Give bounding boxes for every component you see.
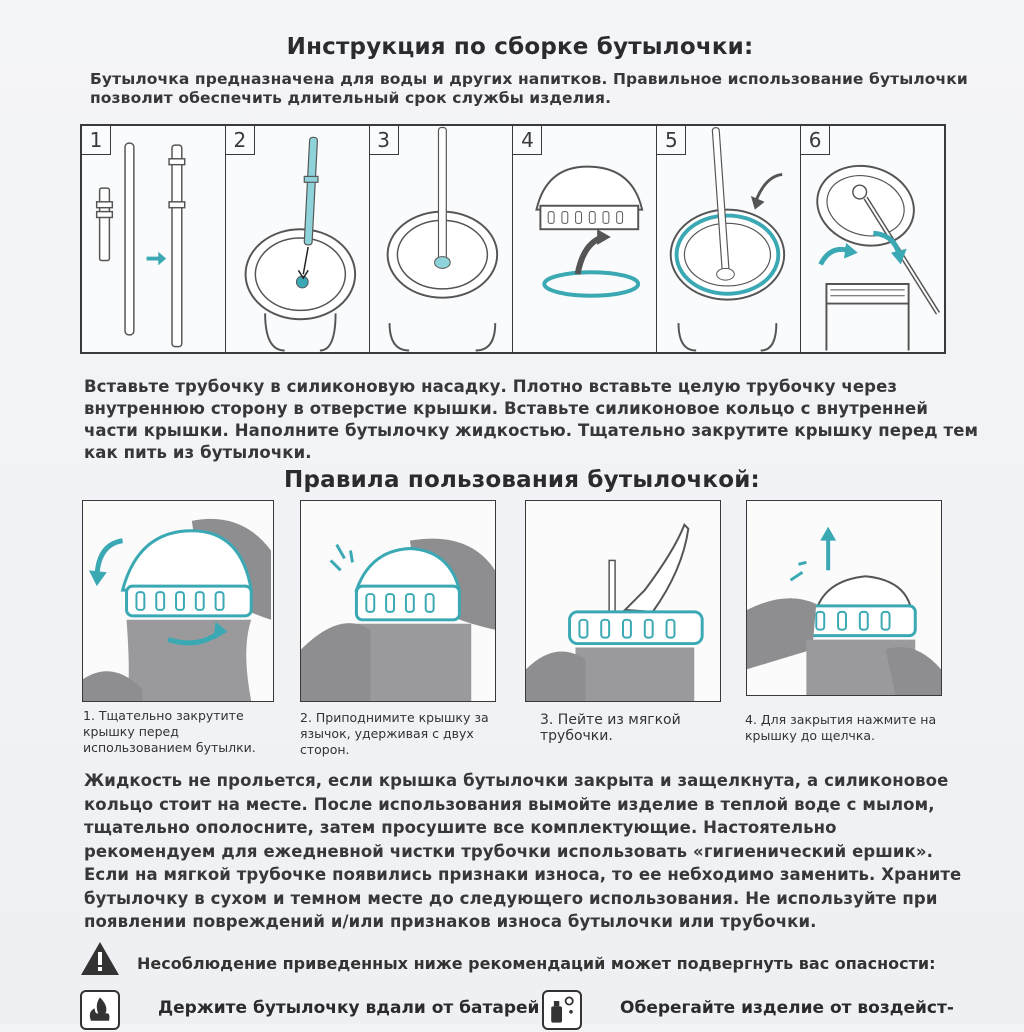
- assembly-steps: [80, 124, 946, 354]
- usage-caption-1: 1. Тщательно закрутите крышку перед использованием бутылки.: [83, 708, 256, 755]
- usage-panel-4: [746, 500, 942, 696]
- usage-panel-2: [300, 500, 496, 702]
- step-number: 4: [513, 126, 542, 155]
- assembly-step-5: [657, 126, 801, 352]
- step-number: 1: [82, 126, 111, 155]
- usage-panel-3: [525, 500, 721, 702]
- assembly-step-2: [226, 126, 370, 352]
- lift-lid-illustration: [301, 501, 495, 701]
- straw-in-lid-illustration: [370, 126, 513, 352]
- warning-item-text: Держите бутылочку вдали от батарей: [158, 998, 540, 1018]
- assembly-step-1: [82, 126, 226, 352]
- assembly-step-3: [370, 126, 514, 352]
- assembly-step-6: [801, 126, 944, 352]
- press-lid-illustration: [747, 501, 941, 695]
- ring-fitted-illustration: [657, 126, 800, 352]
- usage-caption-3: 3. Пейте из мягкой трубочки.: [540, 712, 681, 744]
- usage-caption-4: 4. Для закрытия нажмите на крышку до щелчка.: [745, 712, 937, 743]
- straw-parts-illustration: [82, 126, 225, 352]
- warning-row: [80, 940, 960, 980]
- lid-straw-insert-illustration: [226, 126, 369, 352]
- step-number: 3: [370, 126, 399, 155]
- usage-caption-2: 2. Приподнимите крышку за язычок, удерживая с двух сторон.: [300, 710, 489, 757]
- chemical-icon: [542, 990, 582, 1030]
- usage-panel-1: [82, 500, 274, 702]
- twist-lid-illustration: [83, 501, 273, 701]
- warning-triangle-icon: [80, 940, 120, 976]
- silicone-ring-illustration: [513, 126, 656, 352]
- step-number: 6: [801, 126, 830, 155]
- warning-text: Несоблюдение приведенных ниже рекомендаций может подвергнуть вас опасности:: [137, 954, 936, 973]
- assembly-step-4: [513, 126, 657, 352]
- screw-lid-illustration: [801, 126, 944, 352]
- warning-item-text: Оберегайте изделие от воздейст-: [620, 998, 954, 1018]
- assembly-description: Вставьте трубочку в силиконовую насадку. Плотно вставьте целую трубочку через внутреннюю сторону в отверстие крышки. Вставьте силиконовое кольцо с внутренней части крышки. Наполните бутылочку жидкостью. Тщательно закрутите крышку перед тем как пить из бутылочки.: [84, 377, 979, 462]
- intro-text: Бутылочка предназначена для воды и других напитков. Правильное использование бутылочки позволит обеспечить длительный срок службы изделия.: [90, 70, 968, 107]
- flame-icon: [80, 990, 120, 1030]
- step-number: 2: [226, 126, 255, 155]
- step-number: 5: [657, 126, 686, 155]
- usage-title: Правила пользования бутылочкой:: [284, 467, 760, 493]
- care-instructions: Жидкость не прольется, если крышка бутылочки закрыта и защелкнута, а силиконовое кольцо стоит на месте. После использования вымойте изделие в теплой воде с мылом, тщательно ополосните, затем просушите все комплектующие. Настоятельно рекомендуем для ежедневной чистки трубочки использовать «гигиенический ершик». Если на мягкой трубочке появились признаки износа, то ее небходимо заменить. Храните бутылочку в сухом и темном месте до следующего использования. Не используйте при появлении повреждений и/или признаков износа бутылочки или трубочки.: [84, 771, 962, 931]
- drink-straw-illustration: [526, 501, 720, 701]
- assembly-title: Инструкция по сборке бутылочки:: [286, 34, 754, 60]
